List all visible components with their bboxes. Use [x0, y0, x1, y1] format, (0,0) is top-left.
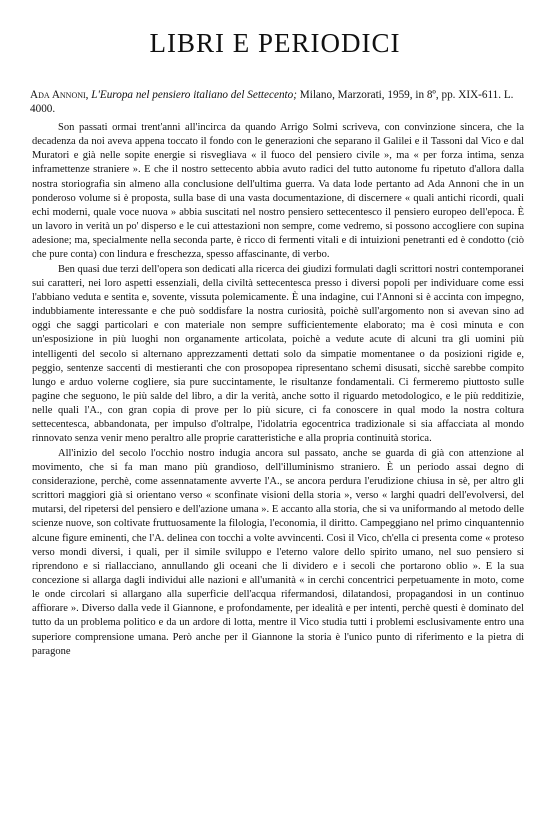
citation-author: Ada Annoni, [30, 89, 89, 101]
paragraph-3: All'inizio del secolo l'occhio nostro indugia ancora sul passato, anche se guarda di già con attenzione al movimento, che si fa man mano più grandioso, dell'illuminismo straniero. È un periodo assai degno di considerazione, perchè, come assennatamente avverte l'A., se ancora perdura l'erudizione chiusa in sè, per altro gli scrittori maggiori già si orientano verso « sconfinate visioni della storia », verso « larghi quadri dell'evolversi, del mutarsi, del ripetersi del pensiero e dell'azione umana ». E accanto alla storia, che si va uniformando al metodo delle scienze nuove, son coltivate fruttuosamente la filologia, l'economia, il diritto. Campeggiano nel primo cinquantennio alcune figure eminenti, che l'A. delinea con tocchi a volte avvincenti. Così il Vico, ch'ella ci presenta come « proteso verso mondi diversi, i quali, per il simile sviluppo e l'eterno valore dello spirito umano, nel suo pensiero si riprendono e si riallacciano, annullando gli oceani che li dividero e i secoli che portarono oblio ». E la sua concezione si allarga dagli individui alle nazioni e all'umanità « in cerchi concentrici perpetuamente in moto, come le onde circolari si allargano alla superficie dell'acqua rifermandosi, dilatandosi, propagandosi in un continuo affiorare ». Diverso dalla vede il Giannone, e profondamente, per idealità e per intenti, perchè questi è dominato del tutto da un problema politico e da un ardore di lotta, mentre il Vico studia tutti i problemi esclusivamente entro una superiore comprensione umana. Però anche per il Giannone la storia è l'unico punto di riferimento e la pietra di paragone [32, 447, 524, 657]
paragraph-2: Ben quasi due terzi dell'opera son dedicati alla ricerca dei giudizi formulati dagli scrittori nostri contemporanei sui caratteri, nei loro aspetti essenziali, della civiltà settecentesca presso i diversi popoli per individuare come essi l'abbiano veduta e sentita e, sovente, vissuta polemicamente. È una indagine, cui l'Annoni si è accinta con impegno, indubbiamente interessante e che può soddisfare la nostra curiosità, poichè sull'argomento non si avevan sino ad oggi che saggi particolari e con materiale non sempre sufficientemente elaborato; ma è così minuta e con un'esposizione in più luoghi non organamente articolata, poichè a vedute acute di alcuni tra gli uomini più intelligenti del secolo si alternano apprezzamenti dettati solo da simpatie momentanee o da posizioni rigide e, peggio, sentenze saccenti di mestieranti che con prosopopea ripresentano schemi disusati, sicchè sarebbe compito lungo e arduo volerne cogliere, sia pure succintamente, le risultanze fondamentali. Ci fermeremo piuttosto sulle pagine che seguono, le più salde del libro, a dir la verità, anche sotto il riguardo metodologico, e le più redditizie, nelle quali l'A., con gran copia di prove per lo più sicure, ci fa conoscere in qual modo la nostra coltura settecentesca, abbandonata, per impulso d'oltralpe, l'idolatria egocentrica tradizionale si sia affacciata al mondo rinnovato senza venir meno peraltro alle proprie caratteristiche e alla propria continuità storica. [32, 263, 524, 445]
paragraph-1: Son passati ormai trent'anni all'incirca da quando Arrigo Solmi scriveva, con convinzione sincera, che la decadenza da noi aveva appena toccato il fondo con le generazioni che separano il Galilei e il Tassoni dal Vico e dal Muratori e già nelle sopite energie si risvegliava « il fuoco del pensiero civile », ma « per forza intima, senza inframettenze straniere ». E che il nostro settecento abbia avuto radici del tutto autonome fu ripetuto d'allora dalla nostra storiografia sin almeno alla conclusione dell'ultima guerra. Va data lode pertanto ad Ada Annoni che in un ponderoso volume si è proposta, sulla base di una vasta documentazione, di discernere « quali antichi ricordi, quali echi moderni, quale voce nuova » abbia suscitati nel nostro pensiero settecentesco il pensiero europeo dell'epoca. È un lavoro in verità un po' disperso e le cui attestazioni non sempre, come vedremo, si possono accogliere con supina adesione; ma, specialmente nella seconda parte, è ricco di fermenti vitali e di intuizioni penetranti ed è condotto (ciò che pure conta) con lindura e freschezza, spesso affascinante, di verbo. [32, 122, 524, 261]
book-citation [30, 88, 530, 116]
review-body [32, 121, 524, 659]
citation-title: L'Europa nel pensiero italiano del Settecento; [91, 89, 297, 101]
citation-details: Milano, Marzorati, 1959, in 8º, pp. XIX-611. L. 4000. [30, 89, 514, 115]
section-title: LIBRI E PERIODICI [149, 28, 401, 58]
